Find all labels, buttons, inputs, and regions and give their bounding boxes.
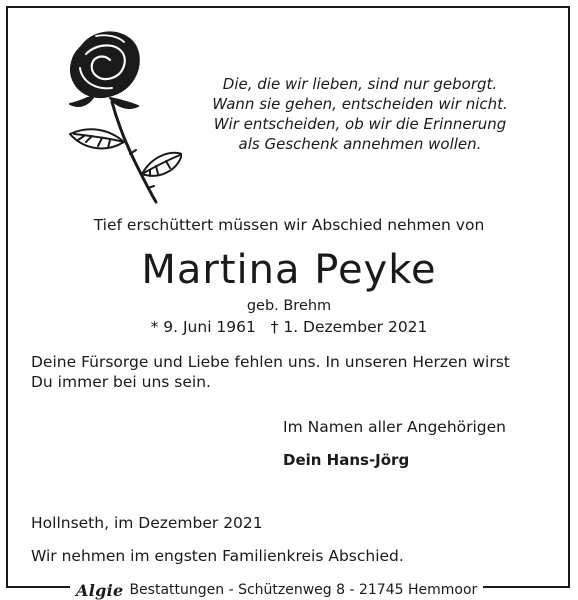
funeral-home-address: Bestattungen - Schützenweg 8 - 21745 Hemmoor <box>129 582 478 598</box>
life-dates: * 9. Juni 1961 † 1. Dezember 2021 <box>150 318 428 336</box>
deceased-name: Martina Peyke <box>141 247 437 293</box>
poem-line: Die, die wir lieben, sind nur geborgt. <box>222 75 498 93</box>
message <box>31 352 561 392</box>
family-signature: Dein Hans-Jörg <box>283 451 410 469</box>
family-intro: Im Namen aller Angehörigen <box>283 418 507 436</box>
place-date: Hollnseth, im Dezember 2021 <box>31 514 263 532</box>
message-line: Du immer bei uns sein. <box>31 373 211 391</box>
poem-line: als Geschenk annehmen wollen. <box>238 135 482 153</box>
message-line: Deine Fürsorge und Liebe fehlen uns. In unseren Herzen wirst <box>31 353 510 371</box>
funeral-home-footer <box>70 580 483 600</box>
rose-icon <box>52 24 182 206</box>
poem <box>190 74 530 154</box>
funeral-home-logo: Algie <box>76 580 124 600</box>
poem-line: Wir entscheiden, ob wir die Erinnerung <box>213 115 507 133</box>
farewell-note: Wir nehmen im engsten Familienkreis Abschied. <box>31 547 404 565</box>
birth-name: geb. Brehm <box>246 298 332 314</box>
poem-line: Wann sie gehen, entscheiden wir nicht. <box>212 95 508 113</box>
intro-text: Tief erschüttert müssen wir Abschied nehmen von <box>93 216 485 234</box>
